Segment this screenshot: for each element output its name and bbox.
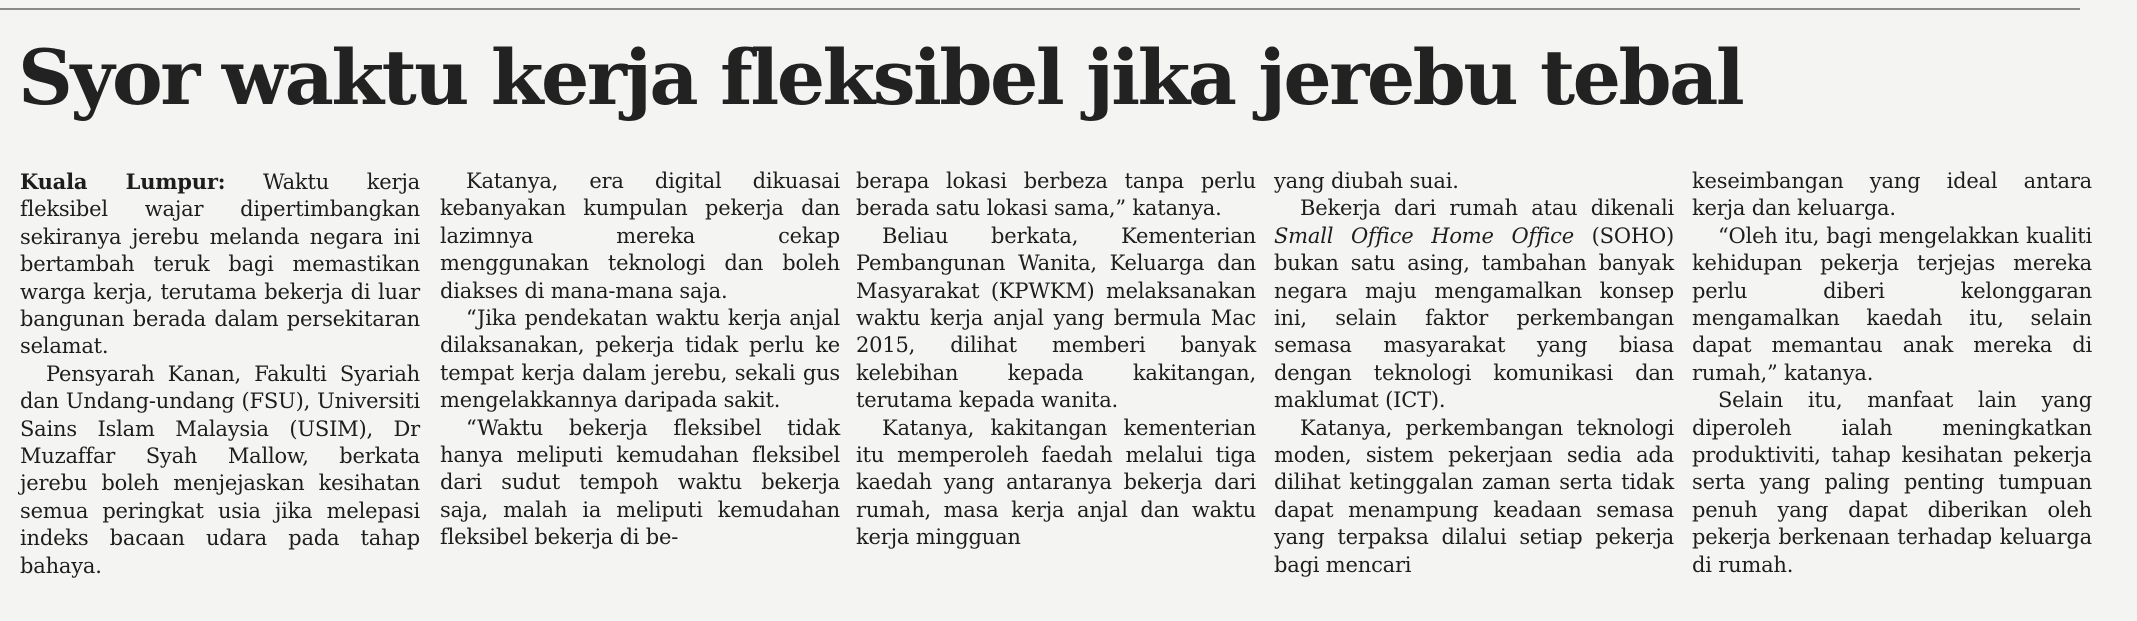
paragraph: Selain itu, manfaat lain yang diperoleh ialah meningkatkan produktiviti, tahap kesihatan pekerja serta yang paling penting tumpuan penuh yang dapat diberikan oleh pekerja berkenaan terhadap keluarga di rumah.	[1692, 388, 2092, 577]
italic-term: Small Office Home Office	[1274, 223, 1574, 248]
paragraph-text: Bekerja dari rumah atau dikenali	[1300, 196, 1674, 221]
paragraph	[20, 168, 420, 361]
paragraph: Beliau berkata, Kementerian Pembangunan Wanita, Keluarga dan Masyarakat (KPWKM) melaksanakan waktu kerja anjal yang bermula Mac 2015, dilihat memberi banyak kelebihan kepada kakitangan, terutama kepada wanita.	[856, 223, 1256, 413]
paragraph: “Waktu bekerja fleksibel tidak hanya meliputi kemudahan fleksibel dari sudut tempoh waktu bekerja saja, malah ia meliputi kemudahan fleksibel bekerja di be-	[440, 415, 840, 550]
column-5	[1692, 168, 2092, 579]
paragraph-text: Waktu kerja fleksibel wajar dipertimbangkan sekiranya jerebu melanda negara ini bertambah teruk bagi memastikan warga kerja, terutama bekerja di luar bangunan berada dalam persekitaran selamat.	[20, 170, 420, 359]
column-4	[1274, 168, 1674, 579]
paragraph: “Jika pendekatan waktu kerja anjal dilaksanakan, pekerja tidak perlu ke tempat kerja dalam jerebu, sekali gus mengelakkannya daripada sakit.	[440, 306, 840, 413]
column-2	[440, 168, 840, 552]
paragraph: berapa lokasi berbeza tanpa perlu berada satu lokasi sama,” katanya.	[856, 169, 1256, 221]
paragraph: yang diubah suai.	[1274, 169, 1459, 193]
paragraph: Pensyarah Kanan, Fakulti Syariah dan Undang-undang (FSU), Universiti Sains Islam Malaysia (USIM), Dr Muzaffar Syah Mallow, berkata jerebu boleh menjejaskan kesihatan semua peringkat usia jika melepasi indeks bacaan udara pada tahap bahaya.	[20, 361, 420, 578]
paragraph: keseimbangan yang ideal antara kerja dan keluarga.	[1692, 169, 2092, 221]
paragraph: “Oleh itu, bagi mengelakkan kualiti kehidupan pekerja terjejas mereka perlu diberi kelonggaran mengamalkan kaedah itu, selain dapat memantau anak mereka di rumah,” katanya.	[1692, 223, 2092, 385]
dateline: Kuala Lumpur:	[20, 169, 226, 194]
paragraph-text: (SOHO) bukan satu asing, tambahan banyak negara maju mengamalkan konsep ini, selain faktor perkembangan semasa masyarakat yang biasa dengan teknologi komunikasi dan maklumat (ICT).	[1274, 223, 1674, 413]
paragraph: Katanya, kakitangan kementerian itu memperoleh faedah melalui tiga kaedah yang antaranya bekerja dari rumah, masa kerja anjal dan waktu kerja mingguan	[856, 415, 1256, 550]
paragraph	[1274, 195, 1674, 414]
paragraph: Katanya, era digital dikuasai kebanyakan kumpulan pekerja dan lazimnya mereka cekap menggunakan teknologi dan boleh diakses di mana-mana saja.	[440, 169, 840, 303]
article-body	[0, 168, 2137, 618]
paragraph: Katanya, perkembangan teknologi moden, sistem pekerjaan sedia ada dilihat ketinggalan zaman serta tidak dapat menampung keadaan semasa yang terpaksa dilalui setiap pekerja bagi mencari	[1274, 415, 1674, 577]
headline: Syor waktu kerja fleksibel jika jerebu tebal	[18, 33, 1743, 122]
column-3	[856, 168, 1256, 552]
top-rule	[0, 8, 2080, 10]
column-1	[20, 168, 420, 580]
